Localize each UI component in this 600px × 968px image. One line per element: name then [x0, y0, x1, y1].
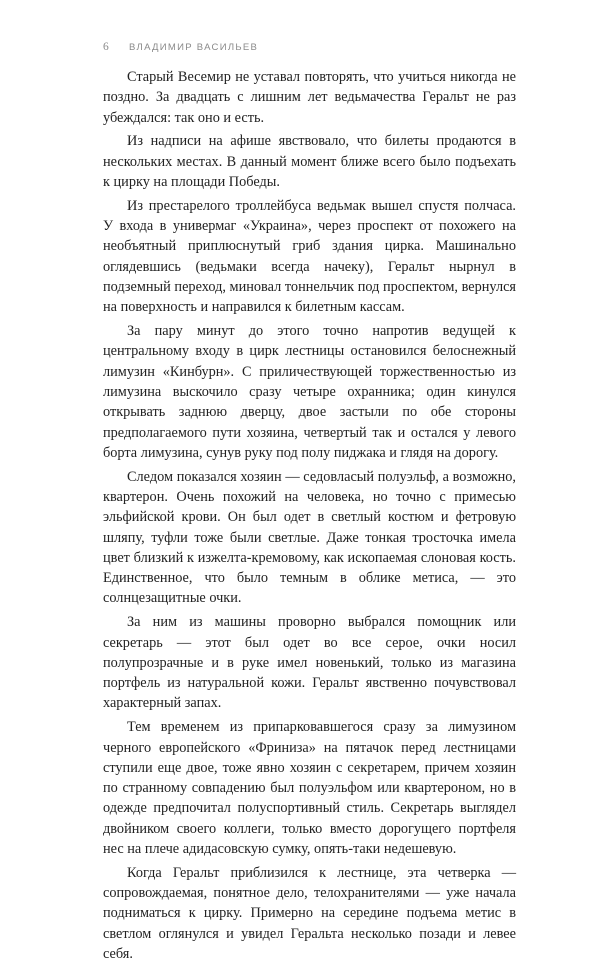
- page-number: 6: [103, 41, 109, 53]
- paragraph: За ним из машины проворно выбрался помощник или секретарь — этот был одет во все серое, очки носил полупрозрачные и в руке имел новенький, только из магазина портфель из натуральной кожи. Геральт явственно почувствовал характерный запах.: [103, 614, 516, 712]
- paragraph: За пару минут до этого точно напротив ведущей к центральному входу в цирк лестницы остановился белоснежный лимузин «Кинбурн». С приличествующей торжественностью из лимузина выскочило сразу четыре охранника; один кинулся открывать заднюю дверцу, двое застыли по обе стороны предполагаемого пути хозяина, четвертый так и остался у левого борта лимузина, сунув руку под полу пиджака и глядя на дорогу.: [103, 323, 516, 461]
- author-name: ВЛАДИМИР ВАСИЛЬЕВ: [129, 41, 259, 53]
- paragraph: Старый Весемир не уставал повторять, что учиться никогда не поздно. За двадцать с лишним лет ведьмачества Геральт не раз убеждался: так оно и есть.: [103, 69, 516, 126]
- paragraph: Когда Геральт приблизился к лестнице, эта четверка — сопровождаемая, понятное дело, телохранителями — уже начала подниматься к цирку. Примерно на середине подъема метис в светлом оглянулся и увидел Геральта несколько позади и левее себя.: [103, 864, 516, 962]
- body-text: [103, 67, 516, 968]
- paragraph: Тем временем из припарковавшегося сразу за лимузином черного европейского «Фриниза» на пятачок перед лестницами ступили еще двое, тоже явно хозяин с секретарем, причем хозяин по странному совпадению был полуэльфом или квартероном, но в одежде предпочитал полуспортивный стиль. Секретарь выглядел двойником своего коллеги, только вместо дорогущего портфеля нес на плече адидасовскую сумку, опять-таки недешевую.: [103, 719, 516, 857]
- running-header: [103, 40, 258, 54]
- paragraph: Из надписи на афише явствовало, что билеты продаются в нескольких местах. В данный момент ближе всего было подъехать к цирку на площади Победы.: [103, 133, 516, 190]
- paragraph: Из престарелого троллейбуса ведьмак вышел спустя полчаса. У входа в универмаг «Украина», через проспект от похожего на необъятный приплюснутый гриб здания цирка. Машинально оглядевшись (ведьмаки всегда начеку), Геральт нырнул в подземный переход, миновал тоннельчик под проспектом, вернулся на поверхность и направился к билетным кассам.: [103, 197, 516, 316]
- paragraph: Следом показался хозяин — седовласый полуэльф, а возможно, квартерон. Очень похожий на человека, но точно с примесью эльфийской крови. Он был одет в светлый костюм и фетровую шляпу, туфли тоже были светлые. Даже тонкая тросточка имела цвет близкий к изжелта-кремовому, как ископаемая слоновая кость. Единственное, что было темным в облике метиса, — это солнцезащитные очки.: [103, 468, 516, 607]
